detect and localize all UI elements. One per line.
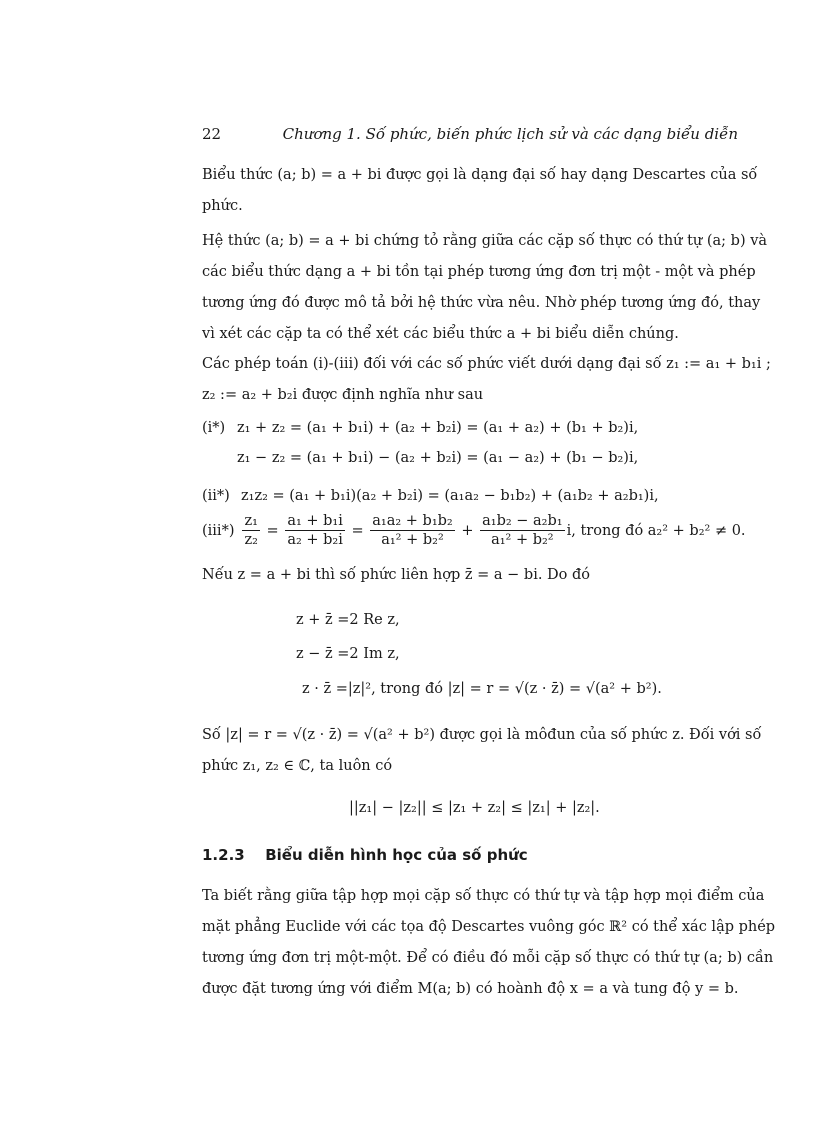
text-line: tương ứng đơn trị một-một. Để có điều đó mỗi cặp số thực có thứ tự (a; b) cần xyxy=(202,950,774,966)
page-number: 22 xyxy=(202,125,222,143)
numerator: a₁b₂ − a₂b₁ xyxy=(482,513,563,529)
text-line: tương ứng đó được mô tả bởi hệ thức vừa nêu. Nhờ phép tương ứng đó, thay xyxy=(202,295,761,311)
text-line: được đặt tương ứng với điểm M(a; b) có hoành độ x = a và tung độ y = b. xyxy=(202,981,739,997)
denominator: z₂ xyxy=(244,532,258,548)
text-line: z₂ := a₂ + b₂i được định nghĩa như sau xyxy=(202,387,484,403)
text-line: các biểu thức dạng a + bi tồn tại phép tương ứng đơn trị một - một và phép xyxy=(202,264,756,280)
text-line: Số |z| = r = √(z · z̄) = √(a² + b²) được gọi là môđun của số phức z. Đối với số xyxy=(202,727,762,743)
conj-line-1: z + z̄ =2 Re z, xyxy=(296,612,400,628)
text-line: phức z₁, z₂ ∈ ℂ, ta luôn có xyxy=(202,758,393,774)
denominator: a₁² + b₂² xyxy=(381,532,444,548)
triangle-inequality: ||z₁| − |z₂|| ≤ |z₁ + z₂| ≤ |z₁| + |z₂|. xyxy=(349,800,600,816)
text-line: Biểu thức (a; b) = a + bi được gọi là dạng đại số hay dạng Descartes của số xyxy=(202,167,758,183)
section-number: 1.2.3 xyxy=(202,846,245,864)
chapter-title: Chương 1. Số phức, biến phức lịch sử và các dạng biểu diễn xyxy=(282,125,738,143)
fraction-real xyxy=(370,512,454,549)
paragraph-4 xyxy=(202,560,738,591)
text-line: Nếu z = a + bi thì số phức liên hợp z̄ = a − bi. Do đó xyxy=(202,567,591,583)
op-i-line2: z₁ − z₂ = (a₁ + b₁i) − (a₂ + b₂i) = (a₁ − a₂) + (b₁ − b₂)i, xyxy=(237,450,639,466)
op-iii-label: (iii*) xyxy=(202,522,235,539)
conj-line-2: z − z̄ =2 Im z, xyxy=(296,646,400,662)
op-ii-line: z₁z₂ = (a₁ + b₁i)(a₂ + b₂i) = (a₁a₂ − b₁b₂) + (a₁b₂ + a₂b₁)i, xyxy=(241,488,659,504)
paragraph-3 xyxy=(202,349,771,411)
fraction-z1-z2 xyxy=(242,512,259,549)
paragraph-1 xyxy=(202,160,758,222)
text-line: Ta biết rằng giữa tập hợp mọi cặp số thực có thứ tự và tập hợp mọi điểm của xyxy=(202,888,765,904)
paragraph-2 xyxy=(202,226,768,350)
denominator: a₁² + b₂² xyxy=(491,532,554,548)
section-heading xyxy=(202,846,528,864)
text-line: vì xét các cặp ta có thể xét các biểu thức a + bi biểu diễn chúng. xyxy=(202,326,679,342)
numerator: a₁a₂ + b₁b₂ xyxy=(372,513,453,529)
numerator: a₁ + b₁i xyxy=(287,513,343,529)
section-title: Biểu diễn hình học của số phức xyxy=(265,846,528,864)
op-ii-label: (ii*) xyxy=(202,488,230,504)
paragraph-5 xyxy=(202,720,762,782)
fraction-sum xyxy=(285,512,345,549)
paragraph-6 xyxy=(202,881,776,1005)
conj-line-3: z · z̄ =|z|², trong đó |z| = r = √(z · z̄) = √(a² + b²). xyxy=(302,681,662,697)
numerator: z₁ xyxy=(244,513,258,529)
op-i-line1: z₁ + z₂ = (a₁ + b₁i) + (a₂ + b₂i) = (a₁ + a₂) + (b₁ + b₂)i, xyxy=(237,420,639,436)
text-line: phức. xyxy=(202,198,243,214)
op-iii-equation: (iii*) $\frac{\text{z₁}}{\text{z₂}}$ = $\frac{\text{a₁ + b₁i}}{\text{a₂ + b₂i}}$ = $\frac{\text{a₁a₂ + b₁b₂}}{\text{a₁² + b₂²}}$ + $\frac{\text{a₁b₂ − a₂b₁}}{\text{a₁² + b₂²}}$ i, trong đó a₂² + b₂² ≠ 0. xyxy=(202,513,746,548)
fraction-imag xyxy=(480,512,564,549)
op-iii-tail: i, trong đó a₂² + b₂² ≠ 0. xyxy=(566,522,746,539)
text-line: Hệ thức (a; b) = a + bi chứng tỏ rằng giữa các cặp số thực có thứ tự (a; b) và xyxy=(202,233,768,249)
text-line: mặt phẳng Euclide với các tọa độ Descartes vuông góc ℝ² có thể xác lập phép xyxy=(202,919,776,935)
denominator: a₂ + b₂i xyxy=(287,532,343,548)
op-i-label: (i*) xyxy=(202,420,226,436)
text-line: Các phép toán (i)-(iii) đối với các số phức viết dưới dạng đại số z₁ := a₁ + b₁i ; xyxy=(202,356,771,372)
